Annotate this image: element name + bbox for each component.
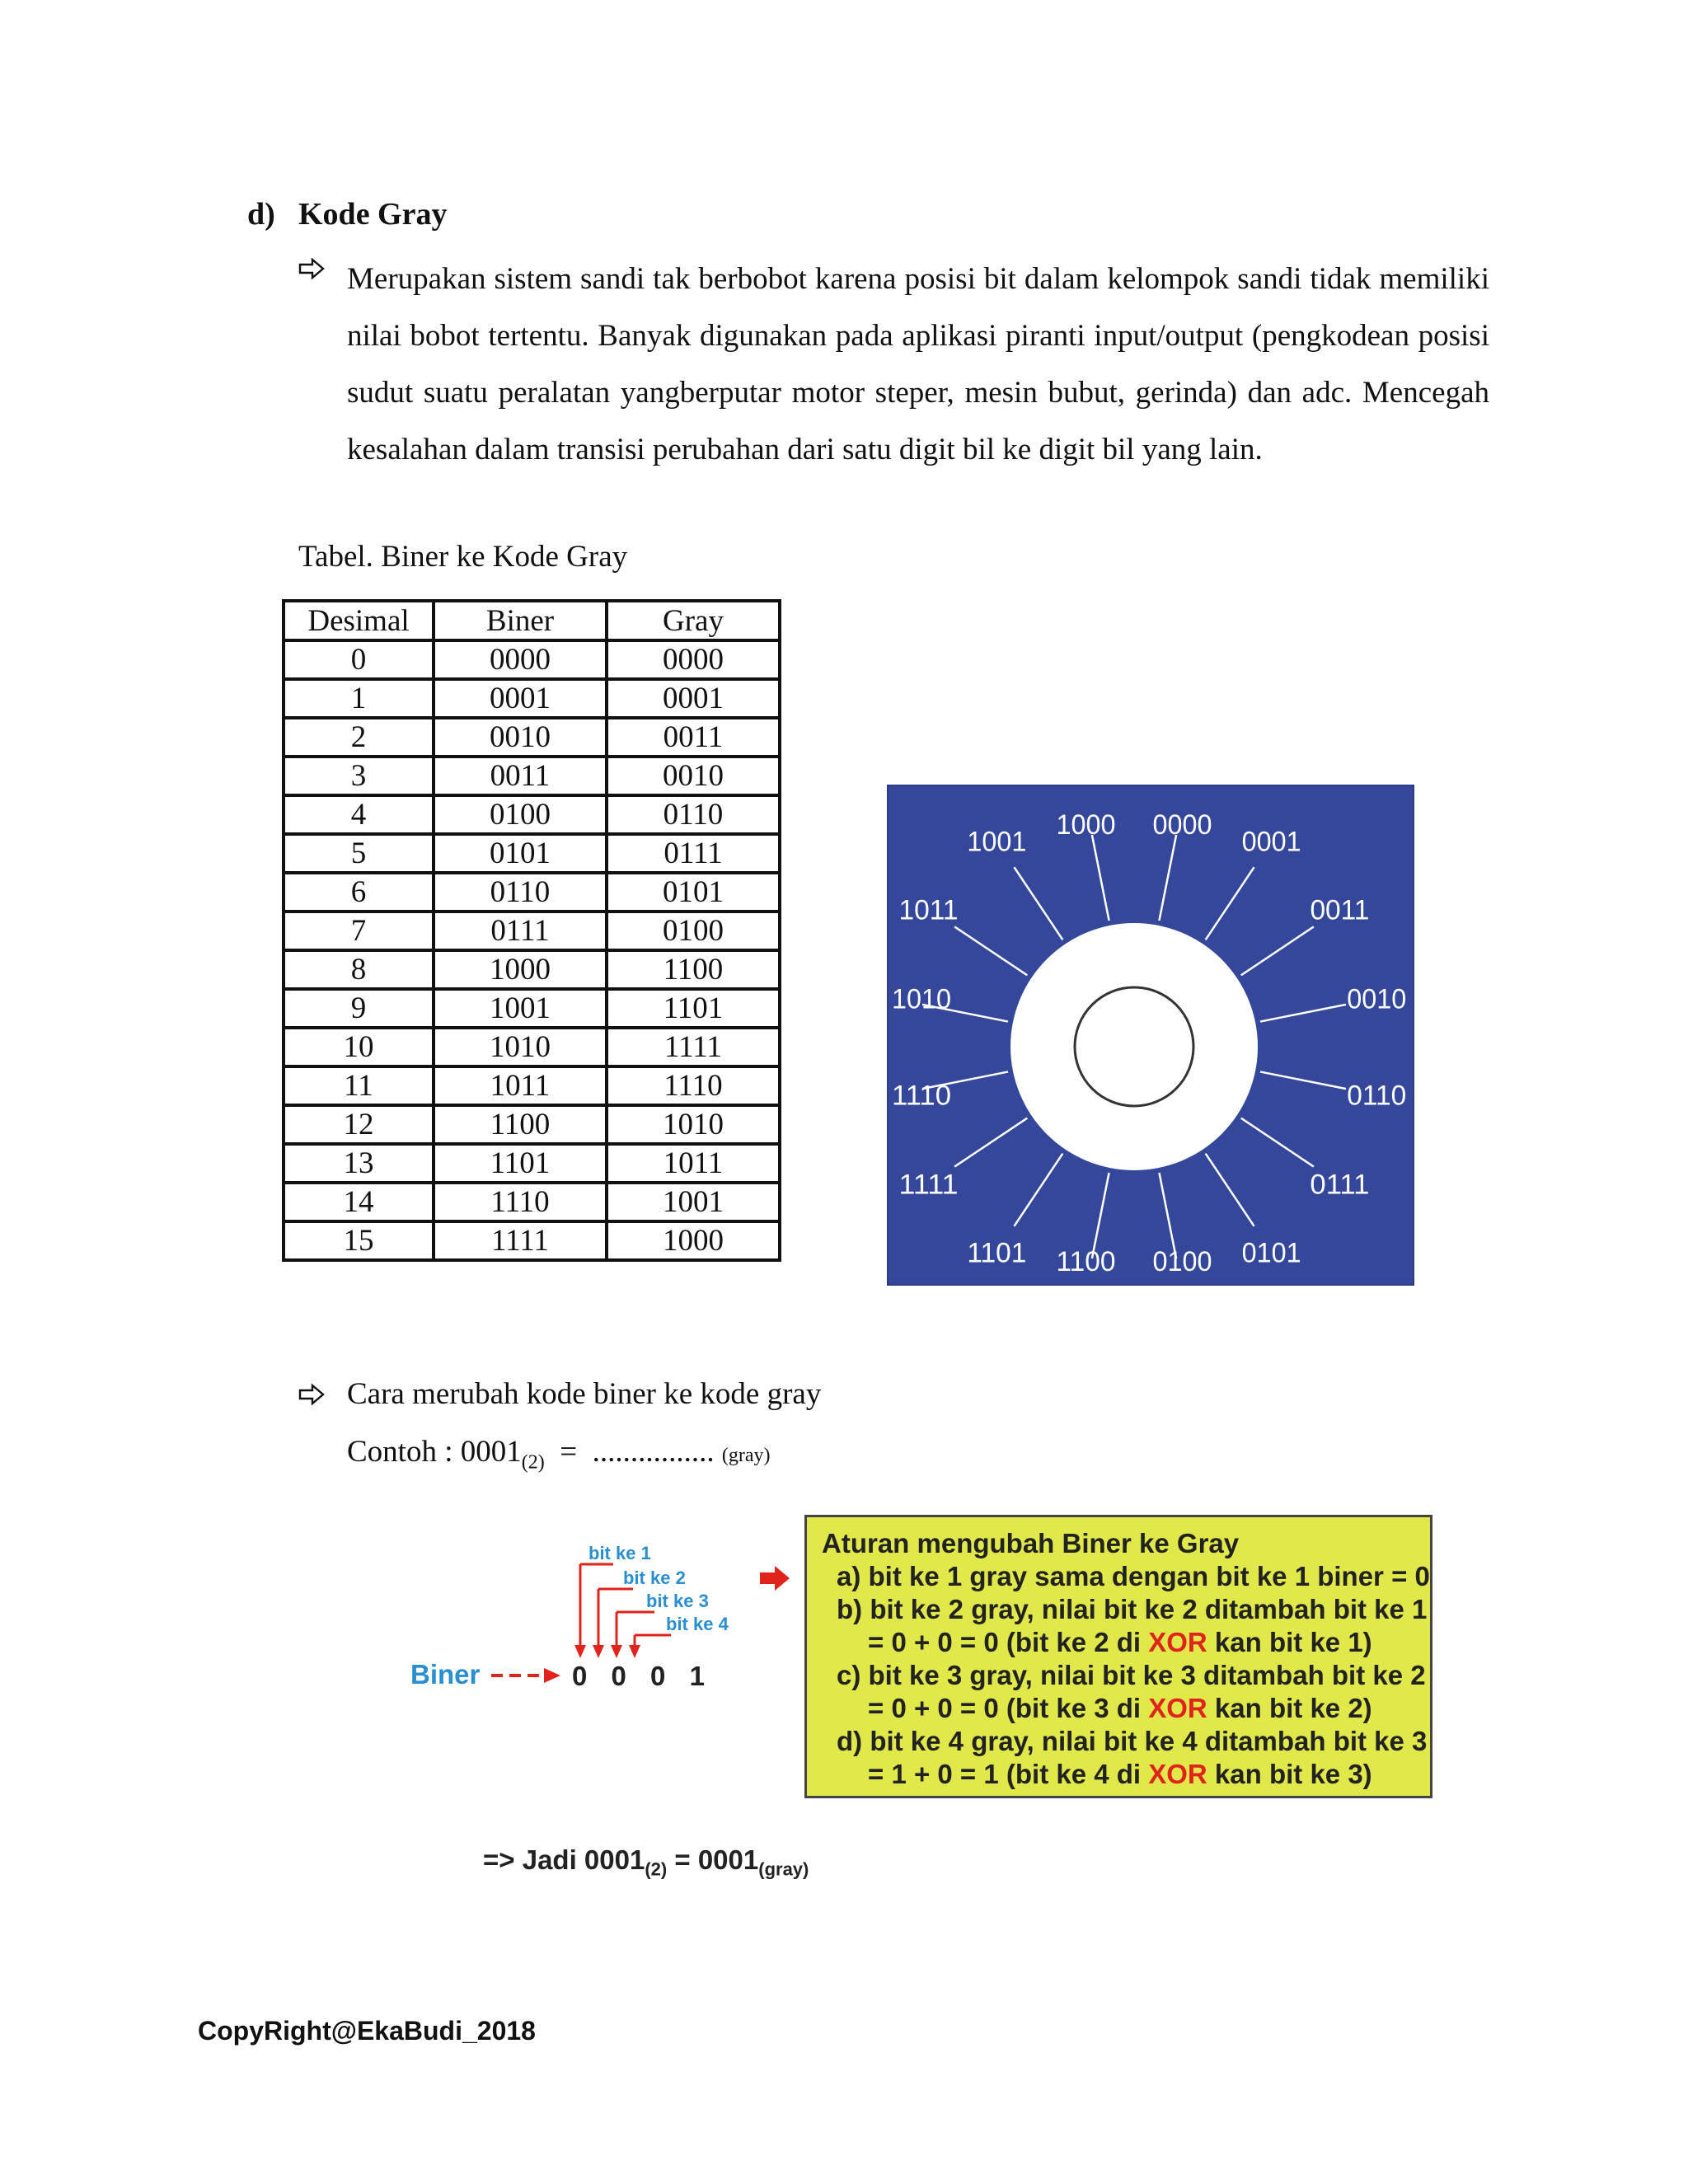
wheel-label: 1100	[1056, 1246, 1116, 1277]
xor-label: XOR	[1148, 1693, 1207, 1723]
section-label: d)	[247, 197, 275, 232]
rule-b-pre: = 0 + 0 = 0 (bit ke 2 di	[868, 1627, 1149, 1657]
cell-desimal: 6	[284, 873, 434, 912]
cell-desimal: 3	[284, 757, 434, 795]
table-row	[284, 1183, 780, 1221]
table-row	[284, 1105, 780, 1144]
xor-label: XOR	[1148, 1627, 1207, 1657]
wheel-label: 1011	[898, 894, 959, 926]
table-row	[284, 718, 780, 757]
cell-gray: 0001	[607, 679, 780, 718]
rule-c-pre: = 0 + 0 = 0 (bit ke 3 di	[868, 1693, 1149, 1723]
example-prefix: Contoh : 0001	[347, 1435, 522, 1469]
cell-gray: 0110	[607, 795, 780, 834]
table-row	[284, 989, 780, 1028]
cell-biner: 0111	[434, 912, 607, 950]
table-row	[284, 873, 780, 912]
section-title: Kode Gray	[298, 197, 448, 232]
conversion-heading: Cara merubah kode biner ke kode gray	[347, 1377, 822, 1411]
header-gray: Gray	[607, 601, 780, 640]
cell-gray: 1111	[607, 1028, 780, 1066]
cell-desimal: 15	[284, 1221, 434, 1260]
rule-a: a) bit ke 1 gray sama dengan bit ke 1 biner = 0	[837, 1561, 1430, 1591]
wheel-label: 1000	[1056, 809, 1116, 841]
table-header-row	[284, 601, 780, 640]
cell-desimal: 2	[284, 718, 434, 757]
gray-code-wheel	[887, 785, 1414, 1286]
rule-d-pre: = 1 + 0 = 1 (bit ke 4 di	[868, 1759, 1149, 1789]
cell-biner: 1100	[434, 1105, 607, 1144]
wheel-label: 1001	[967, 826, 1027, 858]
cell-gray: 0111	[607, 834, 780, 873]
xor-label: XOR	[1148, 1759, 1207, 1789]
cell-desimal: 7	[284, 912, 434, 950]
cell-biner: 1111	[434, 1221, 607, 1260]
result-base: (2)	[645, 1858, 668, 1880]
binary-digits: 0 0 0 1	[572, 1661, 713, 1691]
cell-gray: 1001	[607, 1183, 780, 1221]
table-row	[284, 795, 780, 834]
cell-biner: 1011	[434, 1066, 607, 1105]
wheel-label: 1010	[892, 983, 951, 1015]
cell-gray: 1000	[607, 1221, 780, 1260]
cell-desimal: 4	[284, 795, 434, 834]
cell-gray: 0000	[607, 640, 780, 679]
cell-biner: 0110	[434, 873, 607, 912]
copyright-footer: CopyRight@EkaBudi_2018	[198, 2016, 536, 2046]
table-row	[284, 1221, 780, 1260]
rule-d-post: kan bit ke 3)	[1207, 1759, 1372, 1789]
cell-gray: 0011	[607, 718, 780, 757]
dashed-arrow-icon	[490, 1665, 564, 1690]
cell-desimal: 1	[284, 679, 434, 718]
rule-b-detail	[822, 1626, 1415, 1659]
rule-c: c) bit ke 3 gray, nilai bit ke 3 ditambah bit ke 2	[837, 1660, 1426, 1690]
cell-biner: 0011	[434, 757, 607, 795]
table-row	[284, 912, 780, 950]
cell-desimal: 0	[284, 640, 434, 679]
cell-biner: 1101	[434, 1144, 607, 1183]
red-arrow-icon	[758, 1564, 791, 1596]
cell-gray: 0101	[607, 873, 780, 912]
wheel-label: 1110	[892, 1080, 951, 1112]
rule-b: b) bit ke 2 gray, nilai bit ke 2 ditambah bit ke 1	[837, 1594, 1428, 1624]
table-row	[284, 834, 780, 873]
cell-biner: 0101	[434, 834, 607, 873]
example-line	[347, 1434, 771, 1474]
intro-paragraph: Merupakan sistem sandi tak berbobot karena posisi bit dalam kelompok sandi tidak memiliki nilai bobot tertentu. Banyak digunakan pada aplikasi piranti input/output (pengkodean posisi sudut suatu peralatan yangberputar motor steper, mesin bubut, gerinda) dan adc. Mencegah kesalahan dalam transisi perubahan dari satu digit bil ke digit bil yang lain.	[347, 262, 1489, 466]
example-dots: ................	[592, 1435, 715, 1469]
bit-label-4: bit ke 4	[666, 1614, 729, 1634]
table-caption: Tabel. Biner ke Kode Gray	[298, 540, 628, 574]
example-equals: =	[560, 1435, 578, 1469]
table-row	[284, 640, 780, 679]
cell-biner: 0100	[434, 795, 607, 834]
bit-label-2: bit ke 2	[623, 1568, 686, 1588]
bit-label-3: bit ke 3	[646, 1591, 709, 1611]
table-row	[284, 757, 780, 795]
wheel-label: 0011	[1310, 894, 1370, 926]
wheel-label: 1101	[967, 1237, 1027, 1269]
arrow-right-outline-icon	[298, 1383, 325, 1411]
example-suffix: (gray)	[721, 1445, 771, 1466]
binary-gray-table	[282, 599, 781, 1262]
table-row	[284, 1066, 780, 1105]
wheel-label: 0010	[1347, 983, 1407, 1015]
cell-biner: 1001	[434, 989, 607, 1028]
result-middle: = 0001	[667, 1844, 759, 1875]
rule-d: d) bit ke 4 gray, nilai bit ke 4 ditambah bit ke 3	[837, 1726, 1428, 1756]
cell-desimal: 12	[284, 1105, 434, 1144]
cell-biner: 1110	[434, 1183, 607, 1221]
bit-label-1: bit ke 1	[588, 1543, 651, 1563]
biner-label: Biner	[410, 1659, 481, 1690]
rule-c-post: kan bit ke 2)	[1207, 1693, 1372, 1723]
rule-d-detail	[822, 1758, 1415, 1791]
rules-title: Aturan mengubah Biner ke Gray	[822, 1528, 1240, 1558]
cell-gray: 1010	[607, 1105, 780, 1144]
table-row	[284, 679, 780, 718]
cell-desimal: 14	[284, 1183, 434, 1221]
wheel-label: 0111	[1310, 1169, 1370, 1201]
section-heading	[247, 196, 447, 232]
result-line	[483, 1844, 809, 1881]
wheel-label: 0110	[1347, 1080, 1407, 1112]
cell-desimal: 13	[284, 1144, 434, 1183]
header-biner: Biner	[434, 601, 607, 640]
cell-biner: 0000	[434, 640, 607, 679]
cell-biner: 0001	[434, 679, 607, 718]
rule-b-post: kan bit ke 1)	[1207, 1627, 1372, 1657]
wheel-label: 0001	[1241, 826, 1301, 858]
cell-gray: 1100	[607, 950, 780, 989]
cell-gray: 1011	[607, 1144, 780, 1183]
wheel-label: 0100	[1152, 1246, 1212, 1277]
cell-biner: 1000	[434, 950, 607, 989]
table-row	[284, 1028, 780, 1066]
wheel-label: 0101	[1241, 1237, 1301, 1269]
result-prefix: => Jadi 0001	[483, 1844, 645, 1875]
cell-desimal: 8	[284, 950, 434, 989]
table-row	[284, 950, 780, 989]
cell-gray: 1101	[607, 989, 780, 1028]
cell-desimal: 9	[284, 989, 434, 1028]
cell-desimal: 11	[284, 1066, 434, 1105]
cell-biner: 0010	[434, 718, 607, 757]
header-desimal: Desimal	[284, 601, 434, 640]
cell-gray: 1110	[607, 1066, 780, 1105]
example-base: (2)	[521, 1451, 545, 1474]
cell-gray: 0100	[607, 912, 780, 950]
wheel-label: 1111	[898, 1169, 959, 1201]
rule-c-detail	[822, 1692, 1415, 1725]
rules-box	[804, 1515, 1432, 1798]
cell-biner: 1010	[434, 1028, 607, 1066]
result-suffix: (gray)	[758, 1858, 809, 1880]
cell-gray: 0010	[607, 757, 780, 795]
wheel-hub	[1075, 987, 1193, 1106]
gray-wheel-svg	[887, 785, 1414, 1286]
wheel-label: 0000	[1152, 809, 1212, 841]
arrow-right-outline-icon	[298, 257, 325, 285]
table-row	[284, 1144, 780, 1183]
cell-desimal: 10	[284, 1028, 434, 1066]
cell-desimal: 5	[284, 834, 434, 873]
